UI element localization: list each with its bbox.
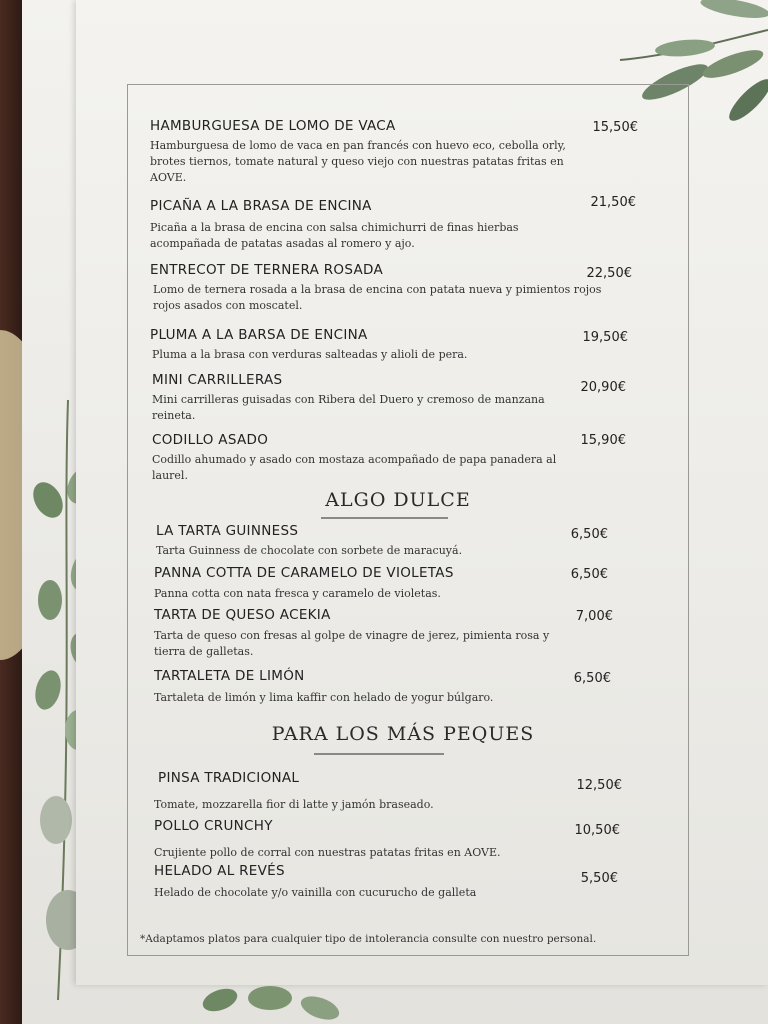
item-name: HAMBURGUESA DE LOMO DE VACA xyxy=(150,118,396,134)
item-name: TARTA DE QUESO ACEKIA xyxy=(154,607,331,623)
item-description: Lomo de ternera rosada a la brasa de encina con patata nueva y pimientos rojos rojos asados con moscatel. xyxy=(153,283,602,312)
item-description: Codillo ahumado y asado con mostaza acompañado de papa panadera al laurel. xyxy=(152,453,557,482)
item-description: Tarta de queso con fresas al golpe de vinagre de jerez, pimienta rosa y tierra de galletas. xyxy=(154,629,550,658)
item-name: PLUMA A LA BARSA DE ENCINA xyxy=(150,327,368,343)
item-name: MINI CARRILLERAS xyxy=(152,372,283,388)
item-name: LA TARTA GUINNESS xyxy=(156,523,299,539)
item-name: CODILLO ASADO xyxy=(152,432,269,448)
item-price: 22,50€ xyxy=(586,266,632,281)
section-title-desserts: ALGO DULCE xyxy=(325,489,471,511)
menu-frame xyxy=(127,84,689,956)
section-divider xyxy=(314,753,444,755)
item-name: PICAÑA A LA BRASA DE ENCINA xyxy=(150,198,372,214)
section-title-kids: PARA LOS MÁS PEQUES xyxy=(271,723,535,745)
item-description: Panna cotta con nata fresca y caramelo de violetas. xyxy=(154,587,441,600)
item-price: 10,50€ xyxy=(574,823,620,838)
item-description: Pluma a la brasa con verduras salteadas y alioli de pera. xyxy=(152,348,468,361)
item-price: 12,50€ xyxy=(576,778,622,793)
item-description: Tarta Guinness de chocolate con sorbete de maracuyá. xyxy=(156,544,463,557)
item-name: ENTRECOT DE TERNERA ROSADA xyxy=(150,262,383,278)
item-price: 15,90€ xyxy=(580,433,626,448)
item-price: 20,90€ xyxy=(580,380,626,395)
item-description: Crujiente pollo de corral con nuestras patatas fritas en AOVE. xyxy=(154,846,501,859)
allergy-footer-note: *Adaptamos platos para cualquier tipo de intolerancia consulte con nuestro personal. xyxy=(140,933,597,945)
eucalyptus-bottom-decoration xyxy=(195,980,355,1024)
item-price: 6,50€ xyxy=(570,567,608,582)
item-name: PANNA COTTA DE CARAMELO DE VIOLETAS xyxy=(154,565,454,581)
item-price: 19,50€ xyxy=(582,330,628,345)
item-name: PINSA TRADICIONAL xyxy=(158,770,300,786)
item-name: HELADO AL REVÉS xyxy=(154,863,285,879)
item-description: Picaña a la brasa de encina con salsa chimichurri de finas hierbas acompañada de patatas asadas al romero y ajo. xyxy=(150,221,519,250)
item-description: Tartaleta de limón y lima kaffir con helado de yogur búlgaro. xyxy=(154,691,494,704)
section-divider xyxy=(321,517,448,519)
item-price: 7,00€ xyxy=(575,609,613,624)
item-price: 21,50€ xyxy=(590,195,636,210)
item-price: 6,50€ xyxy=(570,527,608,542)
item-description: Hamburguesa de lomo de vaca en pan francés con huevo eco, cebolla orly, brotes tiernos, tomate natural y queso viejo con nuestras patatas fritas en AOVE. xyxy=(150,139,566,184)
item-price: 15,50€ xyxy=(592,120,638,135)
item-price: 5,50€ xyxy=(580,871,618,886)
item-description: Helado de chocolate y/o vainilla con cucurucho de galleta xyxy=(154,886,477,899)
item-description: Mini carrilleras guisadas con Ribera del Duero y cremoso de manzana reineta. xyxy=(152,393,545,422)
item-name: TARTALETA DE LIMÓN xyxy=(154,668,305,684)
item-name: POLLO CRUNCHY xyxy=(154,818,273,834)
item-price: 6,50€ xyxy=(573,671,611,686)
item-description: Tomate, mozzarella fior di latte y jamón braseado. xyxy=(154,798,434,811)
